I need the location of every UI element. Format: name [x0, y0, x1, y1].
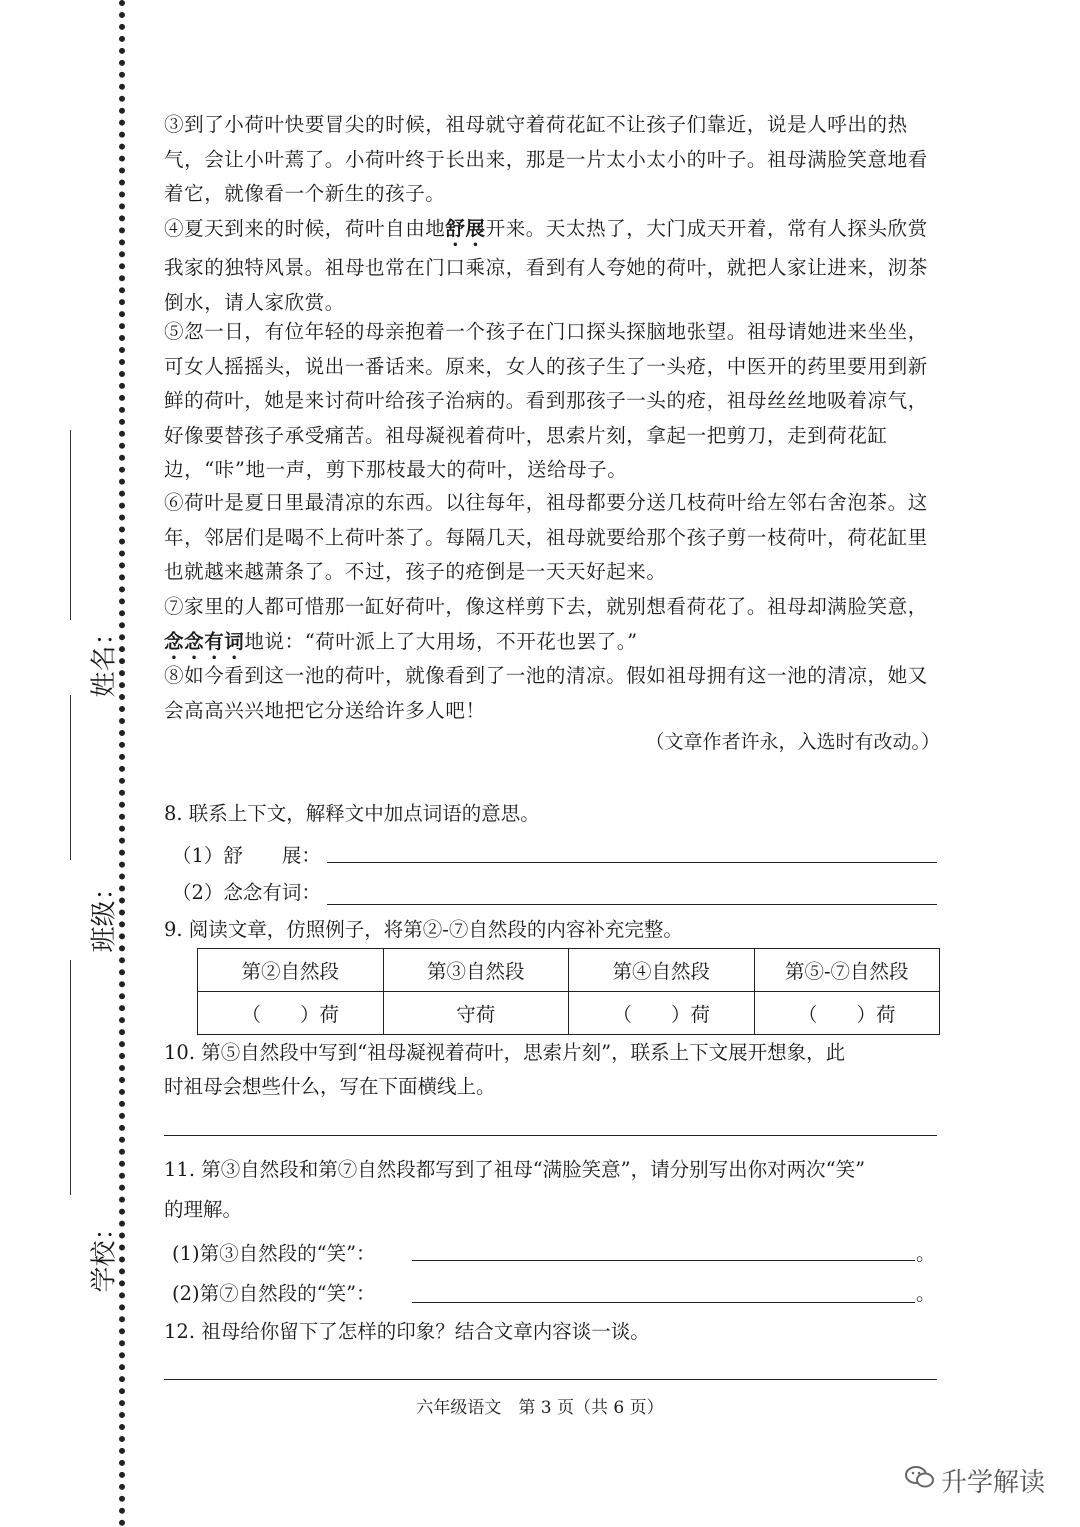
- table-header-cell: 第⑤-⑦自然段: [754, 949, 940, 992]
- wechat-icon: [905, 1464, 935, 1497]
- paragraph-6: ⑥荷叶是夏日里最清凉的东西。以往每年，祖母都要分送几枝荷叶给左邻右舍泡茶。这年，邻居们是喝不上荷叶茶了。每隔几天，祖母就要给那个孩子剪一枝荷叶，荷花缸里也就越来越萧条了。不过，孩子的疮倒是一天天好起来。: [164, 491, 928, 583]
- table-cell[interactable]: （ ）荷: [754, 992, 940, 1035]
- table-header-cell: 第④自然段: [569, 949, 755, 992]
- paragraph-4: ④夏天到来的时候，荷叶自由地舒展开来。天太热了，大门成天开着，常有人探头欣赏我家的独特风景。祖母也常在门口乘凉，看到有人夸她的荷叶，就把人家让进来，沏茶倒水，请人家欣赏。: [164, 217, 928, 314]
- table-header-cell: 第③自然段: [383, 949, 569, 992]
- question-11-line1: 11. 第③自然段和第⑦自然段都写到了祖母“满脸笑意”，请分别写出你对两次“笑”: [164, 1158, 866, 1181]
- table-cell: 守荷: [383, 992, 569, 1035]
- binding-dotted-line: [119, 0, 125, 1527]
- table-cell[interactable]: （ ）荷: [569, 992, 755, 1035]
- table-row: [198, 992, 940, 1035]
- question-8: 8. 联系上下文，解释文中加点词语的意思。: [164, 802, 540, 825]
- paragraph-7: ⑦家里的人都可惜那一缸好荷叶，像这样剪下去，就别想看荷花了。祖母却满脸笑意，念念有词地说：“荷叶派上了大用场，不开花也罢了。”: [164, 595, 928, 653]
- name-blank: [70, 430, 71, 620]
- question-10-line2: 时祖母会想些什么，写在下面横线上。: [164, 1075, 496, 1098]
- table-header-row: [198, 949, 940, 992]
- class-label: 班级：: [89, 874, 120, 953]
- source-note: （文章作者许永，入选时有改动。）: [645, 731, 940, 753]
- question-10-line1: 10. 第⑤自然段中写到“祖母凝视着荷叶，思索片刻”，联系上下文展开想象，此: [164, 1041, 846, 1064]
- question-9: 9. 阅读文章，仿照例子，将第②-⑦自然段的内容补充完整。: [164, 918, 683, 941]
- paragraph-summary-table: [197, 948, 940, 1035]
- answer-line-8-2[interactable]: [327, 904, 937, 905]
- question-11-line2: 的理解。: [164, 1198, 243, 1221]
- answer-line-12[interactable]: [164, 1379, 937, 1380]
- watermark: [905, 1462, 1045, 1499]
- answer-line-11-2[interactable]: [412, 1302, 915, 1303]
- question-11-1: (1)第③自然段的“笑”：: [172, 1242, 376, 1265]
- question-8-1: （1）舒 展：: [172, 844, 321, 867]
- question-12: 12. 祖母给你留下了怎样的印象？结合文章内容谈一谈。: [164, 1320, 650, 1343]
- question-8-2: （2）念念有词：: [172, 881, 321, 904]
- watermark-text: 升学解读: [941, 1468, 1046, 1498]
- paragraph-8: ⑧如今看到这一池的荷叶，就像看到了一池的清凉。假如祖母拥有这一池的清凉，她又会高高兴兴地把它分送给许多人吧！: [164, 664, 928, 722]
- paragraph-3: ③到了小荷叶快要冒尖的时候，祖母就守着荷花缸不让孩子们靠近，说是人呼出的热气，会让小叶蔫了。小荷叶终于长出来，那是一片太小太小的叶子。祖母满脸笑意地看着它，就像看一个新生的孩子。: [164, 113, 928, 205]
- paragraph-5: ⑤忽一日，有位年轻的母亲抱着一个孩子在门口探头探脑地张望。祖母请她进来坐坐，可女人摇摇头，说出一番话来。原来，女人的孩子生了一头疮，中医开的药里要用到新鲜的荷叶，她是来讨荷叶给孩子治病的。看到那孩子一头的疮，祖母丝丝地吸着凉气，好像要替孩子承受痛苦。祖母凝视着荷叶，思索片刻，拿起一把剪刀，走到荷花缸边，“咔”地一声，剪下那枝最大的荷叶，送给母子。: [164, 320, 928, 481]
- page-footer: 六年级语文 第 3 页（共 6 页）: [416, 1398, 664, 1418]
- answer-line-11-1[interactable]: [412, 1260, 915, 1261]
- question-11-2: (2)第⑦自然段的“笑”：: [172, 1282, 376, 1305]
- class-blank: [70, 695, 71, 860]
- answer-line-10[interactable]: [164, 1135, 937, 1136]
- table-header-cell: 第②自然段: [198, 949, 384, 992]
- name-label: 姓名：: [89, 619, 120, 698]
- period-11-1: 。: [916, 1242, 936, 1265]
- dotted-word-shuzhan: 舒展: [445, 217, 486, 240]
- answer-line-8-1[interactable]: [327, 862, 937, 863]
- dotted-word-niannianyouci: 念念有词: [164, 629, 245, 653]
- school-blank: [70, 960, 71, 1195]
- school-label: 学校：: [89, 1214, 120, 1293]
- period-11-2: 。: [916, 1282, 936, 1305]
- table-cell[interactable]: （ ）荷: [198, 992, 384, 1035]
